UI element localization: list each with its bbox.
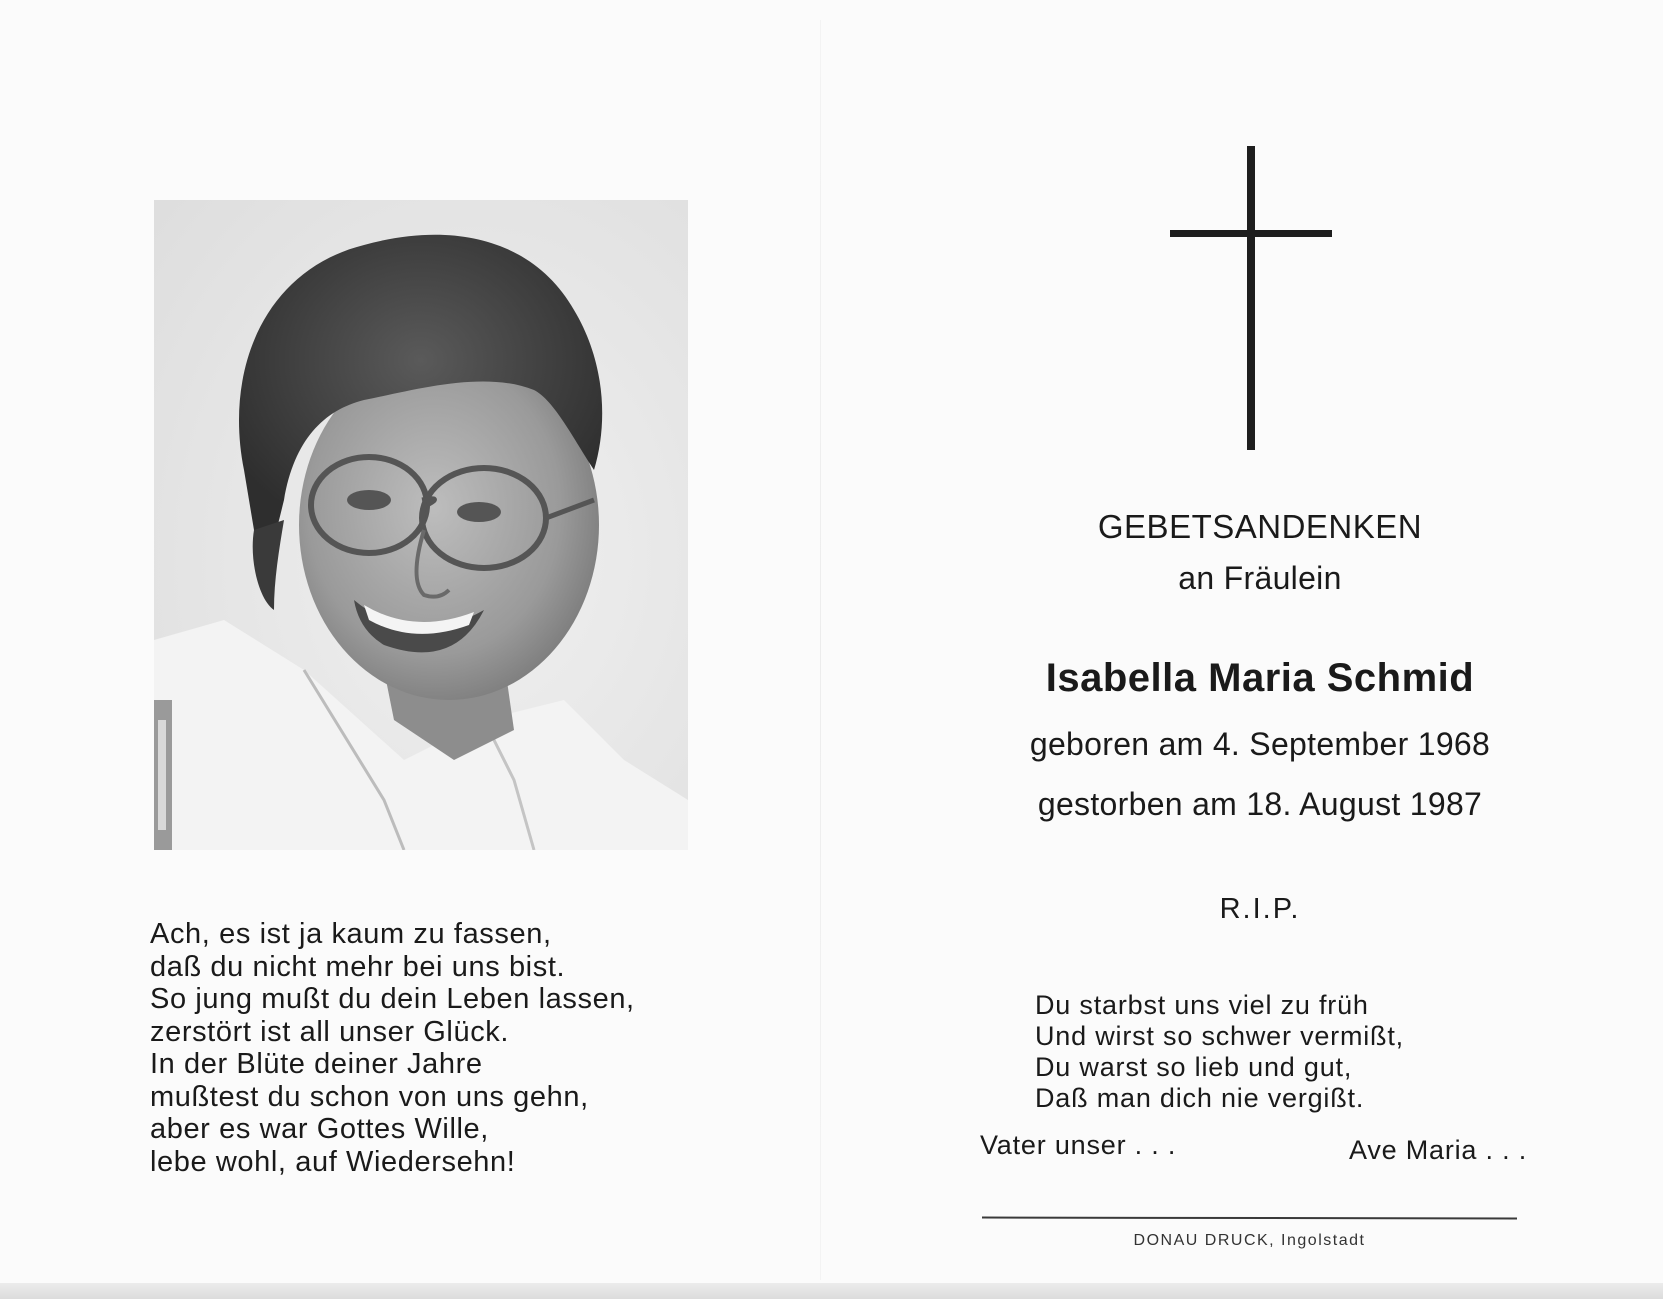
poem-right-line: Daß man dich nie vergißt. [1035,1083,1365,1113]
poem-left-line: daß du nicht mehr bei uns bist. [150,950,566,983]
poem-right [1035,990,1475,1114]
poem-left-line: lebe wohl, auf Wiedersehn! [150,1145,516,1178]
birth-date: geboren am 4. September 1968 [1029,726,1491,762]
card-heading: GEBETSANDENKEN [1097,508,1423,545]
poem-right-line: Und wirst so schwer vermißt, [1035,1021,1404,1051]
poem-right-line: Du warst so lieb und gut, [1035,1052,1353,1082]
rip-text: R.I.P. [1219,893,1301,925]
printer-credit: DONAU DRUCK, Ingolstadt [1133,1232,1366,1249]
poem-left-line: So jung mußt du dein Leben lassen, [150,983,635,1015]
poem-left-line: aber es war Gottes Wille, [150,1113,489,1145]
poem-left-line: mußtest du schon von uns gehn, [150,1080,589,1113]
portrait-photo [154,200,688,850]
prayer-vater-unser: Vater unser . . . [980,1130,1177,1160]
prayer-ave-maria: Ave Maria . . . [1349,1135,1528,1165]
card-bottom-edge [0,1283,1663,1299]
fold-line [820,20,821,1280]
deceased-name: Isabella Maria Schmid [1045,656,1475,700]
poem-left-line: zerstört ist all unser Glück. [150,1015,510,1048]
poem-left [150,918,710,1178]
cross-horizontal-bar [1170,230,1332,237]
divider-rule [982,1217,1517,1220]
title-line: an Fräulein [1178,560,1342,596]
poem-right-line: Du starbst uns viel zu früh [1035,990,1369,1020]
poem-left-line: Ach, es ist ja kaum zu fassen, [150,918,552,950]
portrait-icon [154,200,688,850]
cross-vertical-bar [1247,146,1255,450]
death-date: gestorben am 18. August 1987 [1037,786,1483,822]
poem-left-line: In der Blüte deiner Jahre [150,1048,483,1080]
